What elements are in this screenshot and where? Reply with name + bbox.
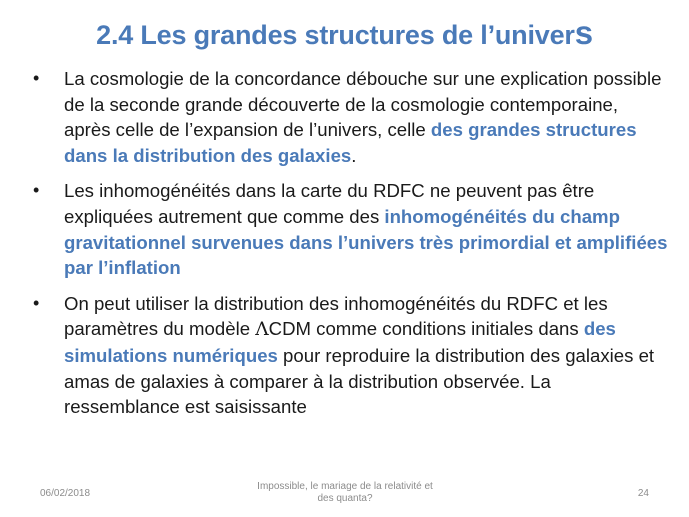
bullet-item (28, 291, 668, 420)
footer-page-number: 24 (637, 488, 649, 499)
bullet-item (28, 178, 668, 280)
bullet-text: Les inhomogénéités dans la carte du RDFC ne peuvent pas être expliquées autrement que comme des (64, 180, 595, 227)
bullet-text-cont: CDM comme conditions initiales dans (268, 318, 584, 340)
bullet-highlight: inhomogénéités du champ gravitationnel survenues dans l’univers très primordial et amplifiées par l’inflation (64, 205, 668, 279)
bullet-text: La cosmologie de la concordance débouche sur une explication possible de la seconde grande découverte de la cosmologie contemporaine, après celle de l’expansion de l’univers, celle (64, 68, 662, 141)
footer-title-line2: des quanta? (317, 493, 373, 504)
bullet-dot-icon: • (33, 180, 40, 201)
bullet-text: On peut utiliser la distribution des inhomogénéités du RDFC et les paramètres du modèle (64, 292, 608, 340)
bullet-list (28, 66, 668, 430)
bullet-text-end: . (351, 144, 357, 166)
bullet-item (28, 66, 668, 168)
slide-title (0, 14, 689, 52)
slide-title-last-letter: s (574, 14, 593, 51)
bullet-dot-icon: • (33, 292, 40, 313)
bullet-dot-icon: • (33, 68, 40, 88)
footer-date: 06/02/2018 (40, 488, 91, 499)
bullet-text-end: pour reproduire la distribution des galaxies et amas de galaxies à comparer à la distribution observée. La ressemblance est saisissante (64, 344, 655, 418)
bullet-highlight: des simulations numériques (64, 318, 616, 366)
bullet-highlight: des grandes structures dans la distribution des galaxies (64, 119, 637, 166)
footer-title (240, 481, 450, 505)
footer-title-line1: Impossible, le mariage de la relativité et (257, 481, 433, 492)
slide-title-main: 2.4 Les grandes structures de l’univer (96, 20, 575, 50)
lambda-symbol: Λ (255, 319, 269, 341)
